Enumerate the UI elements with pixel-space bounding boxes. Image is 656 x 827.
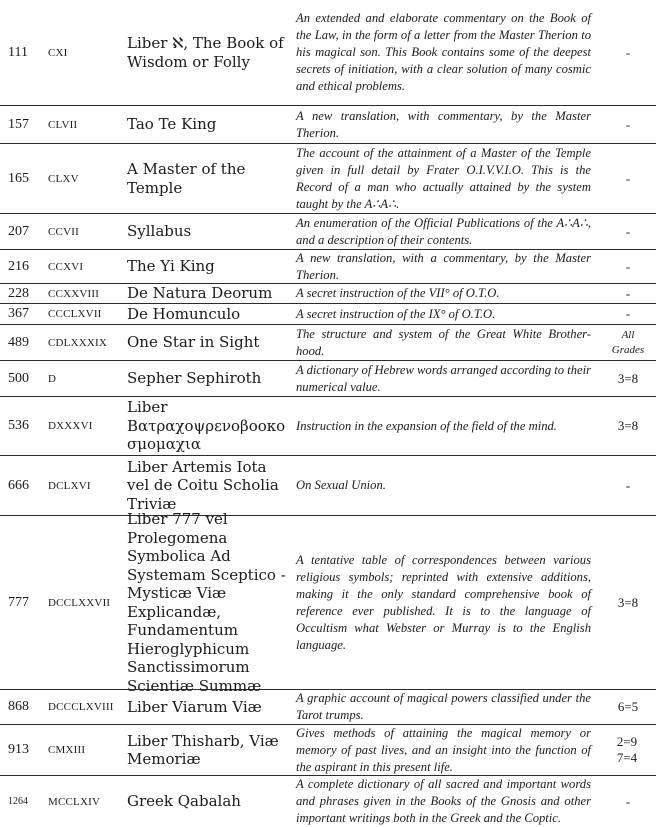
liber-number: 868: [8, 699, 29, 714]
liber-description: Instruction in the expansion of the field of the mind.: [296, 418, 557, 433]
liber-grade: All Grades: [611, 328, 645, 356]
liber-description: An enumeration of the Official Publications of the A∴A∴, and a description of their contents.: [296, 215, 591, 247]
liber-grade: 3=8: [617, 370, 639, 386]
liber-description: The account of the attainment of a Master of the Temple given in full detail by Frater O.I.V.V.I.O. This is the Record of a man who actually attained by the system taught by the A∴A∴.: [296, 145, 591, 211]
liber-description: An extended and elaborate commentary on the Book of the Law, in the form of a letter from the Master Therion to his magical son. This Book contains some of the deepest secrets of initiation, with a clear solution of many cosmic and ethical problems.: [296, 11, 591, 93]
liber-title: The Yi King: [127, 257, 215, 276]
table-row: [0, 690, 656, 725]
liber-title: Liber Artemis Iota vel de Coitu Scholia Triviæ: [127, 457, 279, 513]
roman-numeral: CCXXVIII: [48, 287, 100, 300]
liber-grade: 2=9 7=4: [616, 734, 638, 765]
liber-grade: 3=8: [617, 594, 639, 610]
liber-title: Sepher Sephiroth: [127, 369, 262, 388]
liber-grade: 3=8: [617, 418, 639, 433]
table-row: [0, 325, 656, 361]
liber-description: A secret instruction of the IX° of O.T.O.: [296, 306, 496, 321]
liber-grade: -: [625, 170, 631, 186]
liber-grade: -: [625, 285, 631, 301]
liber-number: 500: [8, 370, 29, 386]
table-row: [0, 144, 656, 214]
table-row: [0, 397, 656, 456]
table-row: [0, 361, 656, 397]
liber-grade: -: [625, 306, 631, 321]
table-row: [0, 106, 656, 144]
table-row: [0, 776, 656, 827]
liber-title: De Natura Deorum: [127, 284, 273, 303]
table-row: [0, 725, 656, 776]
liber-grade: -: [625, 477, 631, 493]
table-row: [0, 284, 656, 304]
liber-number: 777: [8, 594, 29, 610]
liber-title: Syllabus: [127, 222, 192, 241]
liber-number: 165: [8, 170, 29, 186]
liber-title: Liber ℵ, The Book of Wisdom or Folly: [127, 34, 284, 71]
roman-numeral: CMXIII: [48, 744, 86, 756]
roman-numeral: DCCLXXVII: [48, 596, 111, 609]
liber-grade: -: [625, 793, 631, 809]
liber-title: Liber Thisharb, Viæ Memoriæ: [127, 731, 279, 768]
liber-number: 157: [8, 116, 29, 132]
liber-number: 207: [8, 223, 29, 239]
roman-numeral: DCCCLXVIII: [48, 701, 114, 713]
liber-title: One Star in Sight: [127, 333, 260, 352]
table-row: [0, 0, 656, 106]
liber-description: On Sexual Union.: [296, 478, 386, 492]
liber-number: 666: [8, 477, 29, 493]
roman-numeral: CDLXXXIX: [48, 336, 108, 349]
liber-grade: -: [625, 223, 631, 239]
liber-description: A new translation, with commentary, by the Master Therion.: [296, 108, 591, 140]
liber-grade: -: [625, 116, 631, 132]
liber-description: A complete dictionary of all sacred and important words and phrases given in the Books of the Gnosis and other important writings both in the Greek and the Coptic.: [296, 777, 591, 825]
liber-number: 367: [8, 306, 29, 321]
roman-numeral: DCLXVI: [48, 479, 91, 492]
table-row: [0, 304, 656, 325]
liber-description: The structure and system of the Great White Brother-hood.: [296, 326, 591, 358]
liber-grade: 6=5: [617, 699, 639, 714]
liber-number: 228: [8, 285, 29, 301]
table-row: [0, 456, 656, 516]
liber-title: Liber Viarum Viæ: [127, 697, 262, 716]
liber-number: 111: [8, 44, 28, 60]
roman-numeral: CCXVI: [48, 260, 84, 273]
liber-title: Liber 777 vel Prolegomena Symbolica Ad Systemam Sceptico - Mysticæ Viæ Explicandæ, Fundamentum Hieroglyphicum Sanctissimorum Scientiæ Summæ: [127, 510, 286, 695]
roman-numeral: CLXV: [48, 172, 79, 185]
liber-number: 1264: [8, 796, 28, 807]
roman-numeral: DXXXVI: [48, 420, 93, 432]
liber-title: Tao Te King: [127, 115, 217, 134]
roman-numeral: CCCLXVII: [48, 308, 102, 320]
liber-description: A secret instruction of the VII° of O.T.O.: [296, 286, 500, 300]
liber-title: Greek Qabalah: [127, 792, 241, 811]
liber-number: 536: [8, 418, 29, 433]
roman-numeral: D: [48, 372, 57, 385]
liber-number: 216: [8, 258, 29, 274]
liber-grade: -: [625, 44, 631, 60]
roman-numeral: CCVII: [48, 225, 79, 238]
roman-numeral: CXI: [48, 46, 68, 59]
liber-title: Liber Βατραχοψρενοβοοκο σμομαχια: [127, 398, 286, 454]
liber-title: De Homunculo: [127, 304, 241, 323]
roman-numeral: CLVII: [48, 118, 78, 131]
liber-number: 489: [8, 334, 29, 350]
liber-title: A Master of the Temple: [127, 160, 246, 197]
liber-description: A tentative table of correspondences between various religious symbols; reprinted with extensive additions, making it the only standard comprehensive book of reference ever published. It is to the language of Occultism what Webster or Murray is to the English language.: [296, 552, 591, 652]
roman-numeral: MCCLXIV: [48, 795, 101, 808]
liber-number: 913: [8, 742, 29, 757]
table-row: [0, 510, 656, 695]
liber-description: A dictionary of Hebrew words arranged according to their numerical value.: [296, 362, 591, 394]
table-row: [0, 250, 656, 284]
liber-grade: -: [625, 258, 631, 274]
liber-description: Gives methods of attaining the magical memory or memory of past lives, and an insight into the function of the aspirant in this present life.: [296, 725, 591, 774]
table-row: [0, 214, 656, 250]
liber-description: A graphic account of magical powers classified under the Tarot trumps.: [296, 691, 591, 722]
liber-description: A new translation, with a commentary, by the Master Therion.: [296, 250, 591, 282]
